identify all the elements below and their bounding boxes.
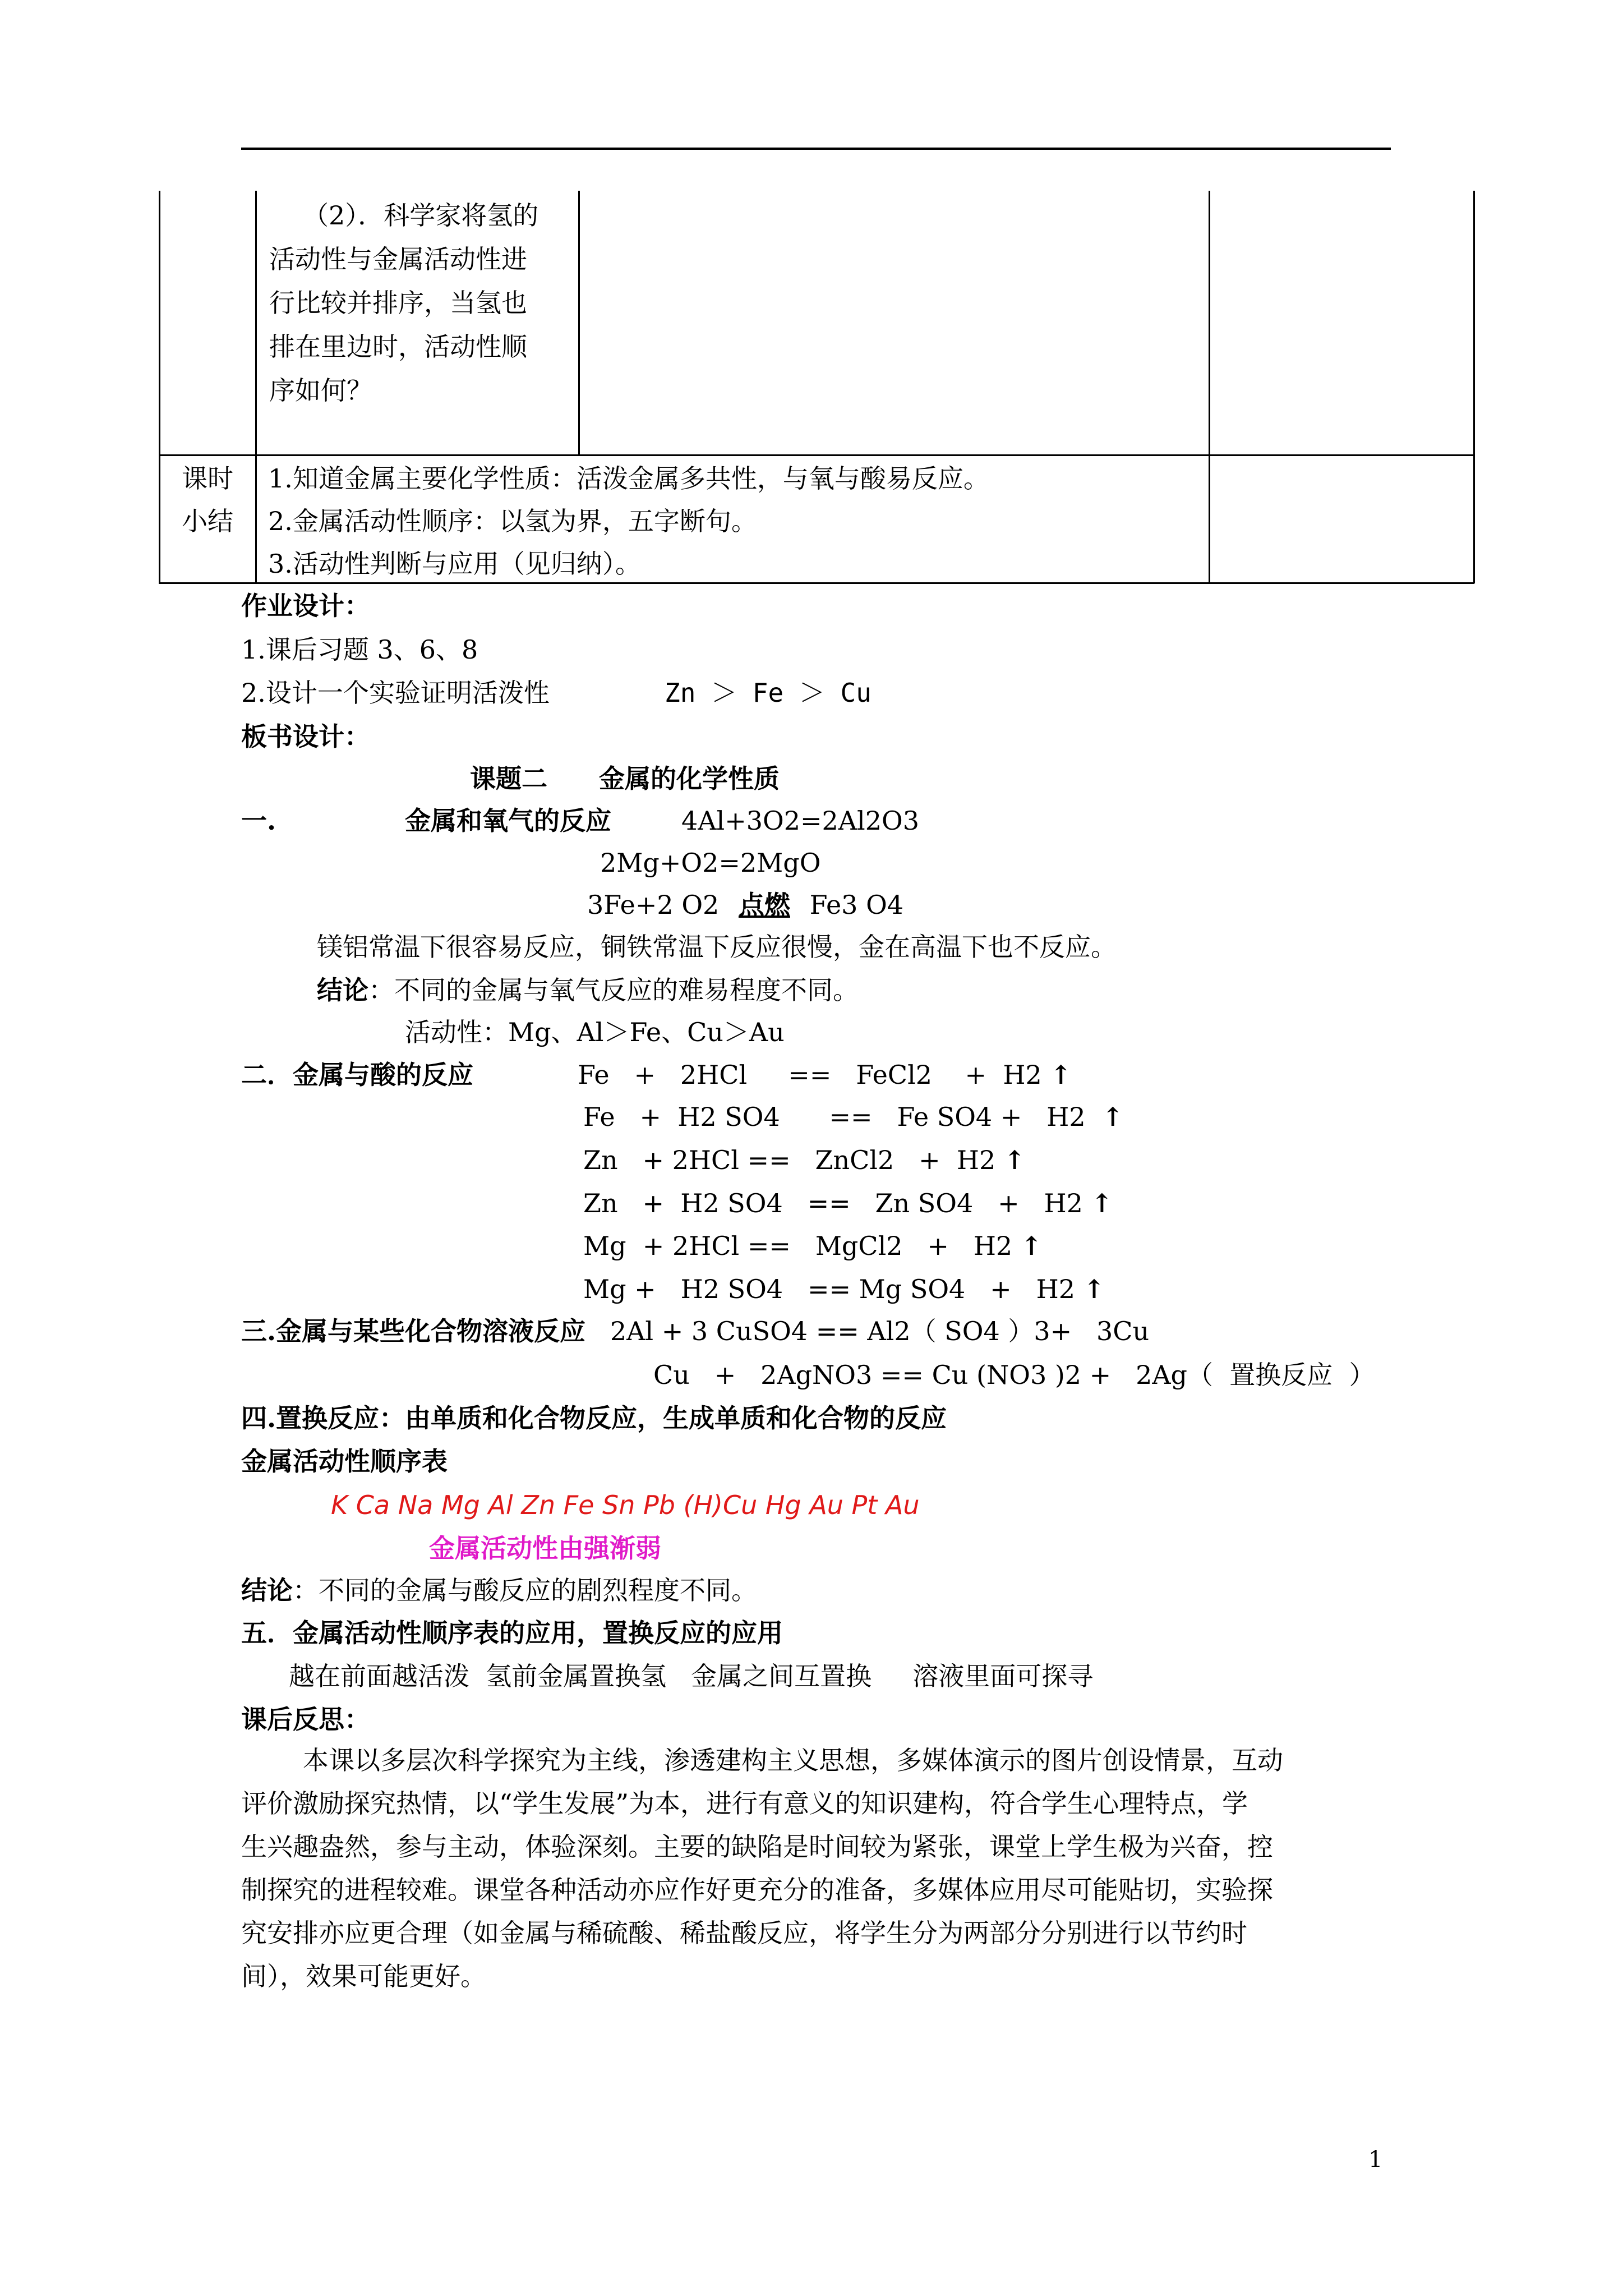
equation bbox=[587, 892, 903, 918]
section-3-title: 三.金属与某些化合物溶液反应 bbox=[241, 1316, 586, 1346]
equation-text: Mg + 2HCl == MgCl2 + H2 bbox=[583, 1231, 1013, 1261]
summary-line: 3.活动性判断与应用（见归纳）。 bbox=[268, 549, 641, 579]
up-arrow-icon: ↑ bbox=[1101, 1102, 1124, 1132]
conclusion-2 bbox=[241, 1577, 757, 1603]
summary-line: 2.金属活动性顺序：以氢为界，五字断句。 bbox=[268, 506, 757, 536]
up-arrow-icon: ↑ bbox=[1050, 1060, 1072, 1090]
question-line: 序如何？ bbox=[269, 375, 372, 406]
header-rule bbox=[241, 148, 1391, 150]
up-arrow-icon: ↑ bbox=[1020, 1231, 1043, 1261]
reaction-condition: 点燃 bbox=[738, 890, 790, 920]
summary-label-line: 课时 bbox=[182, 463, 233, 494]
reflection-line: 制探究的进程较难。课堂各种活动亦应作好更充分的准备，多媒体应用尽可能贴切，实验探 bbox=[241, 1875, 1273, 1905]
conclusion-label: 结论 bbox=[317, 975, 368, 1005]
question-line: 行比较并排序，当氢也 bbox=[269, 288, 527, 318]
acid-equation bbox=[583, 1104, 1123, 1130]
question-line: 排在里边时，活动性顺 bbox=[269, 332, 527, 362]
reflection-line: 生兴趣盎然，参与主动，体验深刻。主要的缺陷是时间较为紧张，课堂上学生极为兴奋，控 bbox=[241, 1832, 1273, 1862]
homework-formula: Zn ＞ Fe ＞ Cu bbox=[665, 678, 872, 708]
equation: 2Al + 3 CuSO4 == Al2（ SO4 ）3+ 3Cu bbox=[610, 1316, 1150, 1346]
summary-label bbox=[168, 457, 247, 542]
question-line: （2）．科学家将氢的 bbox=[303, 200, 539, 231]
homework-item: 1.课后习题 3、6、8 bbox=[241, 634, 478, 665]
reflection-line: 间），效果可能更好。 bbox=[241, 1961, 486, 1991]
reflection-line: 评价激励探究热情，以“学生发展”为本，进行有意义的知识建构，符合学生心理特点，学 bbox=[241, 1788, 1248, 1819]
table-row-divider bbox=[159, 454, 1474, 456]
equation: 4Al+3O2=2Al2O3 bbox=[681, 806, 919, 836]
table-question-cell bbox=[269, 194, 572, 412]
acid-equation bbox=[583, 1233, 1042, 1259]
table-col-divider-1 bbox=[255, 191, 257, 583]
equation: Cu + 2AgNO3 == Cu (NO3 )2 + 2Ag（ 置换反应 ） bbox=[653, 1360, 1375, 1390]
summary-content bbox=[268, 457, 1205, 585]
conclusion-text: ：不同的金属与氧气反应的难易程度不同。 bbox=[368, 975, 859, 1005]
activity-table-title: 金属活动性顺序表 bbox=[241, 1446, 448, 1476]
table-col-divider-2 bbox=[578, 191, 580, 454]
equation-left: 3Fe+2 O2 bbox=[587, 890, 720, 920]
up-arrow-icon: ↑ bbox=[1083, 1274, 1105, 1304]
equation: 2Mg+O2=2MgO bbox=[600, 848, 821, 878]
equation-text: Mg + H2 SO4 == Mg SO4 + H2 bbox=[583, 1274, 1075, 1304]
table-col-divider-3 bbox=[1209, 191, 1210, 583]
summary-label-line: 小结 bbox=[182, 506, 233, 536]
lesson-title: 课题二 金属的化学性质 bbox=[470, 763, 780, 794]
section-3 bbox=[241, 1318, 1149, 1344]
up-arrow-icon: ↑ bbox=[1091, 1188, 1113, 1218]
summary-line: 1.知道金属主要化学性质：活泼金属多共性，与氧与酸易反应。 bbox=[268, 463, 989, 494]
equation-text: Zn + 2HCl == ZnCl2 + H2 bbox=[583, 1145, 996, 1175]
rhyme: 越在前面越活泼 氢前金属置换氢 金属之间互置换 溶液里面可探寻 bbox=[289, 1661, 1094, 1691]
equation-text: Fe + 2HCl == FeCl2 + H2 bbox=[578, 1060, 1042, 1090]
section-2-title: 二．金属与酸的反应 bbox=[241, 1060, 473, 1090]
activity-order: 活动性：Mg、Al＞Fe、Cu＞Au bbox=[405, 1017, 785, 1047]
table-border-right bbox=[1473, 191, 1475, 583]
acid-equation bbox=[583, 1147, 1025, 1173]
table-border-left bbox=[159, 191, 160, 583]
up-arrow-icon: ↑ bbox=[1003, 1145, 1026, 1175]
section-1-title: 金属和氧气的反应 bbox=[405, 806, 611, 836]
equation-right: Fe3 O4 bbox=[809, 890, 904, 920]
page-number: 1 bbox=[1368, 2147, 1383, 2173]
reflection-line: 究安排亦应更合理（如金属与稀硫酸、稀盐酸反应，将学生分为两部分分别进行以节约时 bbox=[241, 1918, 1247, 1948]
conclusion-label: 结论 bbox=[241, 1575, 293, 1605]
activity-series-note: 金属活动性由强渐弱 bbox=[429, 1533, 661, 1563]
equation-text: Fe + H2 SO4 == Fe SO4 + H2 bbox=[583, 1102, 1086, 1132]
equation-text: Zn + H2 SO4 == Zn SO4 + H2 bbox=[583, 1188, 1083, 1218]
activity-series: K Ca Na Mg Al Zn Fe Sn Pb (H)Cu Hg Au Pt Au bbox=[331, 1490, 920, 1520]
homework-title: 作业设计： bbox=[241, 591, 370, 621]
section-4-title: 四.置换反应：由单质和化合物反应，生成单质和化合物的反应 bbox=[241, 1403, 947, 1433]
reflection-line: 本课以多层次科学探究为主线，渗透建构主义思想，多媒体演示的图片创设情景，互动 bbox=[303, 1745, 1283, 1775]
reflection-title: 课后反思： bbox=[241, 1704, 370, 1734]
acid-equation bbox=[583, 1276, 1105, 1302]
conclusion-text: ：不同的金属与酸反应的剧烈程度不同。 bbox=[293, 1575, 757, 1605]
reflection-body bbox=[241, 1739, 1391, 1998]
acid-equation bbox=[583, 1190, 1113, 1216]
section-1-number: 一. bbox=[241, 806, 276, 836]
observation-note: 镁铝常温下很容易反应，铜铁常温下反应很慢，金在高温下也不反应。 bbox=[317, 932, 1117, 962]
question-line: 活动性与金属活动性进 bbox=[269, 244, 527, 274]
board-title: 板书设计： bbox=[241, 721, 370, 752]
acid-equation bbox=[578, 1062, 1072, 1088]
homework-item: 2.设计一个实验证明活泼性 bbox=[241, 678, 550, 708]
section-5-title: 五．金属活动性顺序表的应用，置换反应的应用 bbox=[241, 1618, 783, 1648]
conclusion-1 bbox=[317, 977, 859, 1003]
